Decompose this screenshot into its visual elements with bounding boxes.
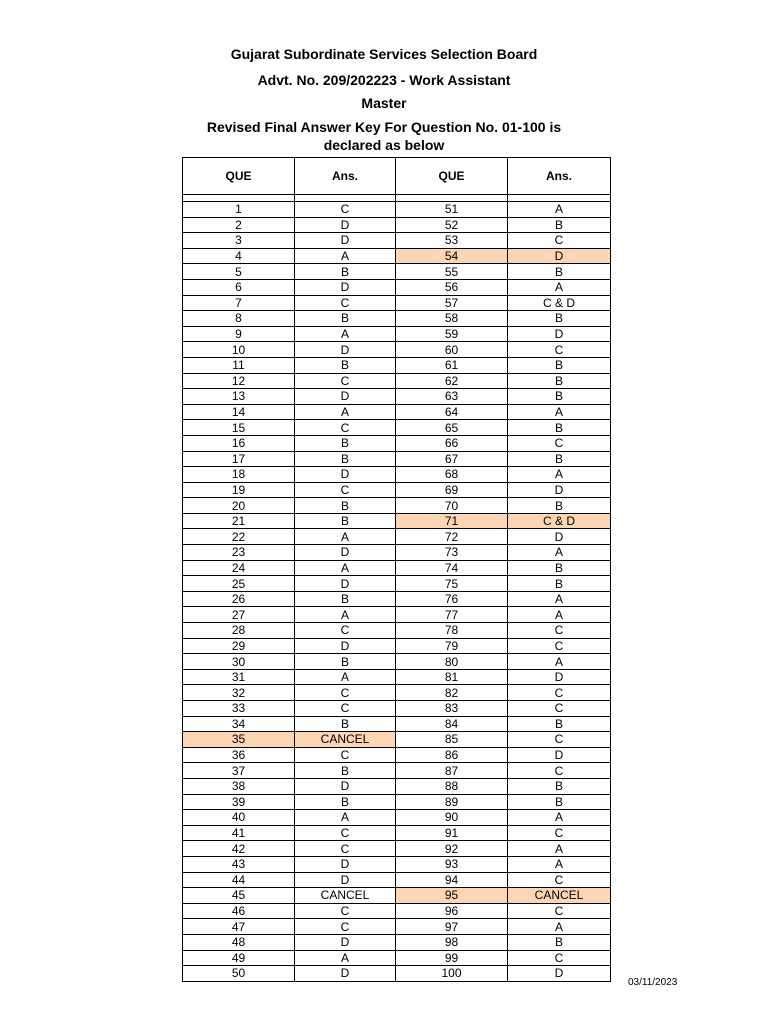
footer-date: 03/11/2023: [628, 977, 678, 988]
question-number-cell: 59: [396, 326, 508, 342]
question-number-cell: 99: [396, 950, 508, 966]
question-number-cell: 62: [396, 373, 508, 389]
question-number-cell: 46: [183, 903, 295, 919]
question-number-cell: 38: [183, 778, 295, 794]
answer-cell: C: [295, 841, 396, 857]
table-row: [183, 217, 611, 233]
answer-cell: B: [508, 389, 611, 405]
table-row: [183, 856, 611, 872]
answer-cell: C: [508, 701, 611, 717]
table-row: [183, 279, 611, 295]
table-row: [183, 669, 611, 685]
answer-cell: C: [508, 342, 611, 358]
question-number-cell: 41: [183, 825, 295, 841]
table-row: [183, 654, 611, 670]
question-number-cell: 80: [396, 654, 508, 670]
column-header-ans-right: Ans.: [508, 158, 611, 195]
answer-cell: A: [508, 919, 611, 935]
table-row: [183, 233, 611, 249]
question-number-cell: 52: [396, 217, 508, 233]
question-number-cell: 58: [396, 311, 508, 327]
table-row: [183, 810, 611, 826]
question-number-cell: 37: [183, 763, 295, 779]
question-number-cell: 8: [183, 311, 295, 327]
answer-cell: B: [295, 654, 396, 670]
answer-cell: C: [295, 482, 396, 498]
answer-cell: C: [295, 420, 396, 436]
question-number-cell: 16: [183, 435, 295, 451]
column-header-ans-left: Ans.: [295, 158, 396, 195]
document-title-line-2: declared as below: [323, 137, 445, 153]
answer-cell: B: [295, 451, 396, 467]
question-number-cell: 85: [396, 732, 508, 748]
answer-cell: D: [508, 669, 611, 685]
answer-cell: C: [295, 825, 396, 841]
question-number-cell: 18: [183, 467, 295, 483]
table-row: [183, 264, 611, 280]
question-number-cell: 61: [396, 357, 508, 373]
table-row: [183, 482, 611, 498]
answer-cell: D: [295, 856, 396, 872]
answer-cell: C: [295, 623, 396, 639]
question-number-cell: 7: [183, 295, 295, 311]
question-number-cell: 29: [183, 638, 295, 654]
question-number-cell: 4: [183, 248, 295, 264]
question-number-cell: 57: [396, 295, 508, 311]
question-number-cell: 25: [183, 576, 295, 592]
question-number-cell: 53: [396, 233, 508, 249]
question-number-cell: 20: [183, 498, 295, 514]
answer-cell: D: [295, 279, 396, 295]
table-row: [183, 716, 611, 732]
answer-cell: B: [295, 435, 396, 451]
question-number-cell: 73: [396, 545, 508, 561]
answer-cell: B: [508, 420, 611, 436]
answer-cell: A: [508, 202, 611, 218]
answer-cell: A: [508, 467, 611, 483]
question-number-cell: 13: [183, 389, 295, 405]
answer-cell: B: [295, 357, 396, 373]
question-number-cell: 54: [396, 248, 508, 264]
question-number-cell: 23: [183, 545, 295, 561]
question-number-cell: 86: [396, 747, 508, 763]
answer-cell: C: [508, 638, 611, 654]
answer-cell: B: [508, 373, 611, 389]
answer-cell: A: [508, 591, 611, 607]
question-number-cell: 14: [183, 404, 295, 420]
question-number-cell: 63: [396, 389, 508, 405]
answer-cell: B: [508, 778, 611, 794]
answer-cell: D: [508, 326, 611, 342]
answer-cell: B: [508, 576, 611, 592]
answer-cell: A: [508, 856, 611, 872]
answer-cell: D: [295, 576, 396, 592]
answer-cell: C: [295, 701, 396, 717]
answer-cell: D: [295, 966, 396, 982]
question-number-cell: 17: [183, 451, 295, 467]
question-number-cell: 77: [396, 607, 508, 623]
answer-cell: C: [508, 233, 611, 249]
answer-cell: B: [508, 716, 611, 732]
question-number-cell: 31: [183, 669, 295, 685]
question-number-cell: 93: [396, 856, 508, 872]
answer-cell: D: [508, 482, 611, 498]
question-number-cell: 55: [396, 264, 508, 280]
table-row: [183, 529, 611, 545]
question-number-cell: 49: [183, 950, 295, 966]
answer-cell: B: [508, 794, 611, 810]
question-number-cell: 90: [396, 810, 508, 826]
table-row: [183, 248, 611, 264]
question-number-cell: 60: [396, 342, 508, 358]
question-number-cell: 92: [396, 841, 508, 857]
answer-cell: C: [295, 685, 396, 701]
question-number-cell: 19: [183, 482, 295, 498]
question-number-cell: 95: [396, 888, 508, 904]
question-number-cell: 74: [396, 560, 508, 576]
answer-cell: C: [508, 435, 611, 451]
question-number-cell: 1: [183, 202, 295, 218]
question-number-cell: 3: [183, 233, 295, 249]
question-number-cell: 43: [183, 856, 295, 872]
answer-cell: C: [508, 872, 611, 888]
answer-cell: D: [295, 389, 396, 405]
answer-cell: B: [295, 763, 396, 779]
board-name: Gujarat Subordinate Services Selection Board: [230, 46, 538, 62]
answer-cell: CANCEL: [295, 888, 396, 904]
table-row: [183, 934, 611, 950]
answer-cell: A: [508, 841, 611, 857]
question-number-cell: 11: [183, 357, 295, 373]
answer-cell: B: [295, 716, 396, 732]
table-row: [183, 950, 611, 966]
advertisement-number: Advt. No. 209/202223 - Work Assistant: [257, 72, 511, 88]
table-row: [183, 623, 611, 639]
question-number-cell: 12: [183, 373, 295, 389]
question-number-cell: 15: [183, 420, 295, 436]
table-row: [183, 763, 611, 779]
table-row: [183, 794, 611, 810]
document-title-line-1: Revised Final Answer Key For Question No. 01-100 is: [206, 119, 562, 135]
question-number-cell: 40: [183, 810, 295, 826]
answer-cell: C: [508, 950, 611, 966]
question-number-cell: 42: [183, 841, 295, 857]
set-name: Master: [361, 95, 407, 111]
table-row: [183, 872, 611, 888]
question-number-cell: 10: [183, 342, 295, 358]
table-row: [183, 295, 611, 311]
question-number-cell: 22: [183, 529, 295, 545]
answer-cell: A: [508, 404, 611, 420]
table-row: [183, 919, 611, 935]
question-number-cell: 34: [183, 716, 295, 732]
answer-cell: A: [295, 560, 396, 576]
answer-cell: B: [508, 264, 611, 280]
answer-cell: A: [508, 279, 611, 295]
table-row: [183, 513, 611, 529]
answer-cell: C: [508, 732, 611, 748]
question-number-cell: 35: [183, 732, 295, 748]
answer-cell: A: [295, 669, 396, 685]
answer-cell: CANCEL: [508, 888, 611, 904]
table-row: [183, 825, 611, 841]
question-number-cell: 24: [183, 560, 295, 576]
answer-cell: A: [295, 810, 396, 826]
question-number-cell: 96: [396, 903, 508, 919]
answer-cell: CANCEL: [295, 732, 396, 748]
answer-cell: D: [508, 529, 611, 545]
answer-cell: D: [295, 872, 396, 888]
question-number-cell: 51: [396, 202, 508, 218]
answer-cell: B: [508, 451, 611, 467]
table-row: [183, 903, 611, 919]
table-row: [183, 404, 611, 420]
answer-key-table: [182, 157, 611, 982]
table-row: [183, 357, 611, 373]
answer-cell: D: [508, 248, 611, 264]
answer-cell: D: [295, 342, 396, 358]
answer-cell: D: [295, 545, 396, 561]
answer-cell: C & D: [508, 295, 611, 311]
table-row: [183, 389, 611, 405]
question-number-cell: 100: [396, 966, 508, 982]
answer-cell: C: [508, 623, 611, 639]
answer-cell: D: [295, 638, 396, 654]
table-row: [183, 202, 611, 218]
question-number-cell: 6: [183, 279, 295, 295]
answer-cell: D: [508, 966, 611, 982]
question-number-cell: 56: [396, 279, 508, 295]
answer-cell: D: [295, 934, 396, 950]
answer-cell: C: [295, 919, 396, 935]
answer-cell: A: [295, 404, 396, 420]
question-number-cell: 71: [396, 513, 508, 529]
question-number-cell: 45: [183, 888, 295, 904]
question-number-cell: 32: [183, 685, 295, 701]
question-number-cell: 79: [396, 638, 508, 654]
question-number-cell: 44: [183, 872, 295, 888]
table-row: [183, 607, 611, 623]
question-number-cell: 75: [396, 576, 508, 592]
answer-cell: A: [508, 810, 611, 826]
question-number-cell: 64: [396, 404, 508, 420]
question-number-cell: 84: [396, 716, 508, 732]
question-number-cell: 82: [396, 685, 508, 701]
question-number-cell: 94: [396, 872, 508, 888]
question-number-cell: 97: [396, 919, 508, 935]
question-number-cell: 68: [396, 467, 508, 483]
table-row: [183, 326, 611, 342]
table-row: [183, 701, 611, 717]
answer-cell: A: [508, 545, 611, 561]
answer-cell: B: [508, 934, 611, 950]
answer-cell: C: [295, 747, 396, 763]
answer-cell: B: [295, 311, 396, 327]
table-row: [183, 841, 611, 857]
table-row: [183, 373, 611, 389]
table-row: [183, 545, 611, 561]
question-number-cell: 2: [183, 217, 295, 233]
question-number-cell: 26: [183, 591, 295, 607]
question-number-cell: 69: [396, 482, 508, 498]
question-number-cell: 65: [396, 420, 508, 436]
question-number-cell: 33: [183, 701, 295, 717]
table-row: [183, 576, 611, 592]
question-number-cell: 48: [183, 934, 295, 950]
question-number-cell: 67: [396, 451, 508, 467]
table-row: [183, 342, 611, 358]
answer-cell: B: [295, 264, 396, 280]
question-number-cell: 47: [183, 919, 295, 935]
table-row: [183, 888, 611, 904]
answer-cell: C: [508, 763, 611, 779]
answer-cell: C: [295, 295, 396, 311]
question-number-cell: 88: [396, 778, 508, 794]
answer-cell: C: [295, 373, 396, 389]
table-row: [183, 747, 611, 763]
table-row: [183, 420, 611, 436]
question-number-cell: 78: [396, 623, 508, 639]
question-number-cell: 72: [396, 529, 508, 545]
question-number-cell: 50: [183, 966, 295, 982]
table-row: [183, 467, 611, 483]
answer-cell: A: [295, 607, 396, 623]
question-number-cell: 66: [396, 435, 508, 451]
answer-cell: C: [508, 685, 611, 701]
answer-cell: D: [295, 467, 396, 483]
table-row: [183, 451, 611, 467]
table-row: [183, 638, 611, 654]
question-number-cell: 76: [396, 591, 508, 607]
question-number-cell: 9: [183, 326, 295, 342]
table-row: [183, 498, 611, 514]
answer-cell: C & D: [508, 513, 611, 529]
answer-cell: B: [508, 217, 611, 233]
table-row: [183, 966, 611, 982]
answer-cell: B: [295, 513, 396, 529]
answer-cell: D: [295, 778, 396, 794]
question-number-cell: 30: [183, 654, 295, 670]
answer-cell: B: [508, 357, 611, 373]
question-number-cell: 28: [183, 623, 295, 639]
question-number-cell: 91: [396, 825, 508, 841]
answer-cell: C: [295, 903, 396, 919]
question-number-cell: 70: [396, 498, 508, 514]
table-spacer-row: [183, 195, 611, 202]
answer-cell: C: [508, 825, 611, 841]
answer-cell: C: [295, 202, 396, 218]
answer-cell: B: [295, 498, 396, 514]
question-number-cell: 36: [183, 747, 295, 763]
question-number-cell: 27: [183, 607, 295, 623]
answer-cell: A: [508, 654, 611, 670]
answer-cell: A: [295, 326, 396, 342]
answer-cell: A: [295, 950, 396, 966]
answer-cell: D: [295, 217, 396, 233]
table-header-row: [183, 158, 611, 195]
answer-cell: D: [295, 233, 396, 249]
answer-cell: D: [508, 747, 611, 763]
answer-cell: A: [508, 607, 611, 623]
answer-cell: C: [508, 903, 611, 919]
answer-cell: A: [295, 248, 396, 264]
question-number-cell: 5: [183, 264, 295, 280]
table-row: [183, 778, 611, 794]
column-header-que-left: QUE: [183, 158, 295, 195]
answer-cell: B: [295, 794, 396, 810]
question-number-cell: 98: [396, 934, 508, 950]
table-row: [183, 732, 611, 748]
column-header-que-right: QUE: [396, 158, 508, 195]
table-row: [183, 311, 611, 327]
table-row: [183, 435, 611, 451]
table-row: [183, 685, 611, 701]
answer-cell: A: [295, 529, 396, 545]
table-row: [183, 560, 611, 576]
answer-cell: B: [508, 311, 611, 327]
question-number-cell: 81: [396, 669, 508, 685]
table-row: [183, 591, 611, 607]
question-number-cell: 21: [183, 513, 295, 529]
question-number-cell: 83: [396, 701, 508, 717]
answer-cell: B: [295, 591, 396, 607]
question-number-cell: 89: [396, 794, 508, 810]
answer-cell: B: [508, 498, 611, 514]
question-number-cell: 39: [183, 794, 295, 810]
answer-cell: B: [508, 560, 611, 576]
question-number-cell: 87: [396, 763, 508, 779]
answer-key-body: [183, 195, 611, 982]
